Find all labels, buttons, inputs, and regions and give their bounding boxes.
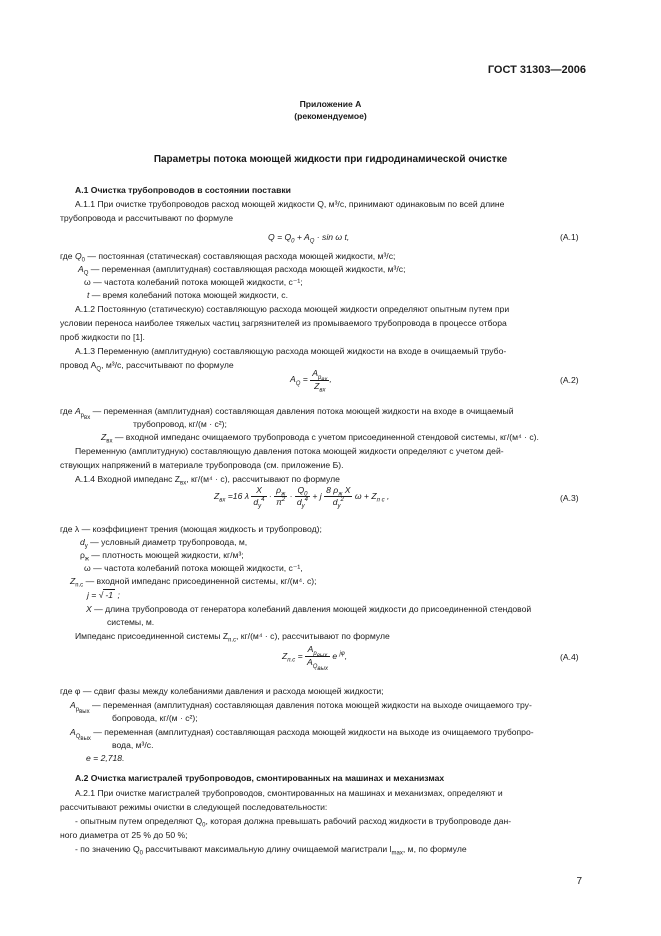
bullet-2: - по значению $Q_0$ рассчитывают максимальную длину очищаемой магистрали $l_{max}$, м, по формуле — [75, 844, 467, 857]
where-znc: $Z_{п.с}$ — входной импеданс присоединенной системы, кг/(м⁴. с); — [70, 576, 317, 589]
where-phi: где φ — сдвиг фазы между колебаниями давления и расхода моющей жидкости; — [60, 686, 384, 696]
equation-a3: $Z_{вх} =16$ λ $\frac{X}{d_y^4}$ · $\frac{\rho_ж}{\pi^2}$ · $\frac{Q_0}{d_y^4}$ + j $\frac{8 \rho_ж X}{d_y^2}$ $\omega + Z_{п с}$ , — [214, 485, 390, 510]
para-a13-line1: А.1.3 Переменную (амплитудную) составляющую расхода моющей жидкости на входе в очищаемый трубо- — [75, 346, 507, 356]
where-aq-out-cont: вода, м³/с. — [112, 740, 154, 750]
para-a11-line1: А.1.1 При очистке трубопроводов расход моющей жидкости Q, м³/с, принимают одинаковым по всей длине — [75, 199, 505, 209]
appendix-status: (рекомендуемое) — [294, 111, 367, 121]
bullet-1-line2: ного диаметра от 25 % до 50 %; — [60, 830, 188, 840]
where-j: j = √ -1 ; — [87, 590, 120, 600]
section-a2-title: А.2 Очистка магистралей трубопроводов, смонтированных на машинах и механизмах — [75, 773, 445, 783]
where-x-cont: системы, м. — [107, 617, 155, 627]
standard-code: ГОСТ 31303—2006 — [487, 64, 586, 76]
where-rho: $\rho_ж$ — плотность моющей жидкости, кг/м³; — [80, 550, 244, 563]
equation-a3-label: (А.3) — [560, 493, 579, 503]
section-a1-title: А.1 Очистка трубопроводов в состоянии поставки — [75, 185, 291, 195]
para-pressure-line2: ствующих напряжений в материале трубопровода (см. приложение Б). — [60, 460, 344, 470]
where-ap-out: $A_{p_{вых}}$ — переменная (амплитудная) составляющая давления потока моющей жидкости на выходе очищаемого тру- — [70, 700, 532, 715]
equation-a2: $A_Q$ = $\frac{A_{p_{вх}}}{Z_{вх}}$ , — [290, 368, 332, 394]
where-dy: $d_y$ — условный диаметр трубопровода, м, — [80, 537, 248, 550]
para-a11-line2: трубопровода и рассчитывают по формуле — [60, 213, 233, 223]
para-a12-line1: А.1.2 Постоянную (статическую) составляющую расхода моющей жидкости определяют опытным путем при — [75, 304, 510, 314]
para-pressure-line1: Переменную (амплитудную) составляющую давления потока моющей жидкости определяют с учетом дей- — [75, 446, 504, 456]
where-zvx: $Z_{вх}$ — входной импеданс очищаемого трубопровода с учетом присоединенной стендовой системы, кг/(м⁴ · с). — [101, 432, 539, 445]
where-t: t — время колебаний потока моющей жидкости, с. — [87, 290, 288, 300]
where-x: X — длина трубопровода от генератора колебаний давления моющей жидкости до присоединенной стендовой — [86, 604, 532, 614]
equation-a4-label: (А.4) — [560, 652, 579, 662]
equation-a4: $Z_{п.с}$ = $\frac{A_{p_{вых}}}{A_{Q_{вых}}}$ e $^{j\varphi}$, — [282, 644, 348, 673]
para-a12-line3: проб жидкости по [1]. — [60, 332, 145, 342]
para-a14: А.1.4 Входной импеданс $Z_{вх}$, кг/(м⁴ · с), рассчитывают по формуле — [75, 474, 340, 487]
where-ap-out-cont: бопровода, кг/(м · с²); — [112, 713, 198, 723]
bullet-1-line1: - опытным путем определяют $Q_0$, которая должна превышать рабочий расход жидкости в трубопроводе дан- — [75, 816, 512, 829]
where-aq-out: $A_{Q_{вых}}$ — переменная (амплитудная) составляющая расхода моющей жидкости на выходе из очищаемого трубопро- — [70, 727, 534, 742]
where-ap-in: где $A_{p_{вх}}$ — переменная (амплитудная) составляющая давления потока моющей жидкости на входе в очищаемый — [60, 406, 514, 421]
where-omega-2: ω — частота колебаний потока моющей жидкости, с⁻¹, — [84, 563, 303, 573]
equation-a1-label: (А.1) — [560, 232, 579, 242]
para-a12-line2: условии переноса наиболее тяжелых частиц загрязнителей из промываемого трубопровода в процессе отбора — [60, 318, 507, 328]
para-a13-line2: провод $A_Q$, м³/с, рассчитывают по формуле — [60, 360, 234, 373]
main-title: Параметры потока моющей жидкости при гидродинамической очистке — [153, 154, 508, 165]
para-a21-line2: рассчитывают режимы очистки в следующей последовательности: — [60, 802, 328, 812]
equation-a1: $Q = Q_0 + A_Q \cdot \sin \omega$ t, — [268, 232, 350, 245]
appendix-title: Приложение А — [299, 99, 362, 109]
equation-a2-label: (А.2) — [560, 375, 579, 385]
where-q0: где $Q_0$ — постоянная (статическая) составляющая расхода моющей жидкости, м³/с; — [60, 251, 396, 264]
where-ap-in-cont: трубопровод, кг/(м · с²); — [133, 419, 227, 429]
page-number: 7 — [576, 876, 582, 887]
where-aq: $A_Q$ — переменная (амплитудная) составляющая расхода моющей жидкости, м³/с; — [78, 264, 406, 277]
where-lambda: где λ — коэффициент трения (моющая жидкость и трубопровод); — [60, 524, 322, 534]
where-omega: ω — частота колебаний потока моющей жидкости, с⁻¹; — [84, 277, 303, 287]
para-impedance: Импеданс присоединенной системы $Z_{п.с}$, кг/(м⁴ · с), рассчитывают по формуле — [75, 631, 390, 644]
where-e: e = 2,718. — [86, 753, 125, 763]
para-a21-line1: А.2.1 При очистке магистралей трубопроводов, смонтированных на машинах и механизмах, определяют и — [75, 788, 503, 798]
